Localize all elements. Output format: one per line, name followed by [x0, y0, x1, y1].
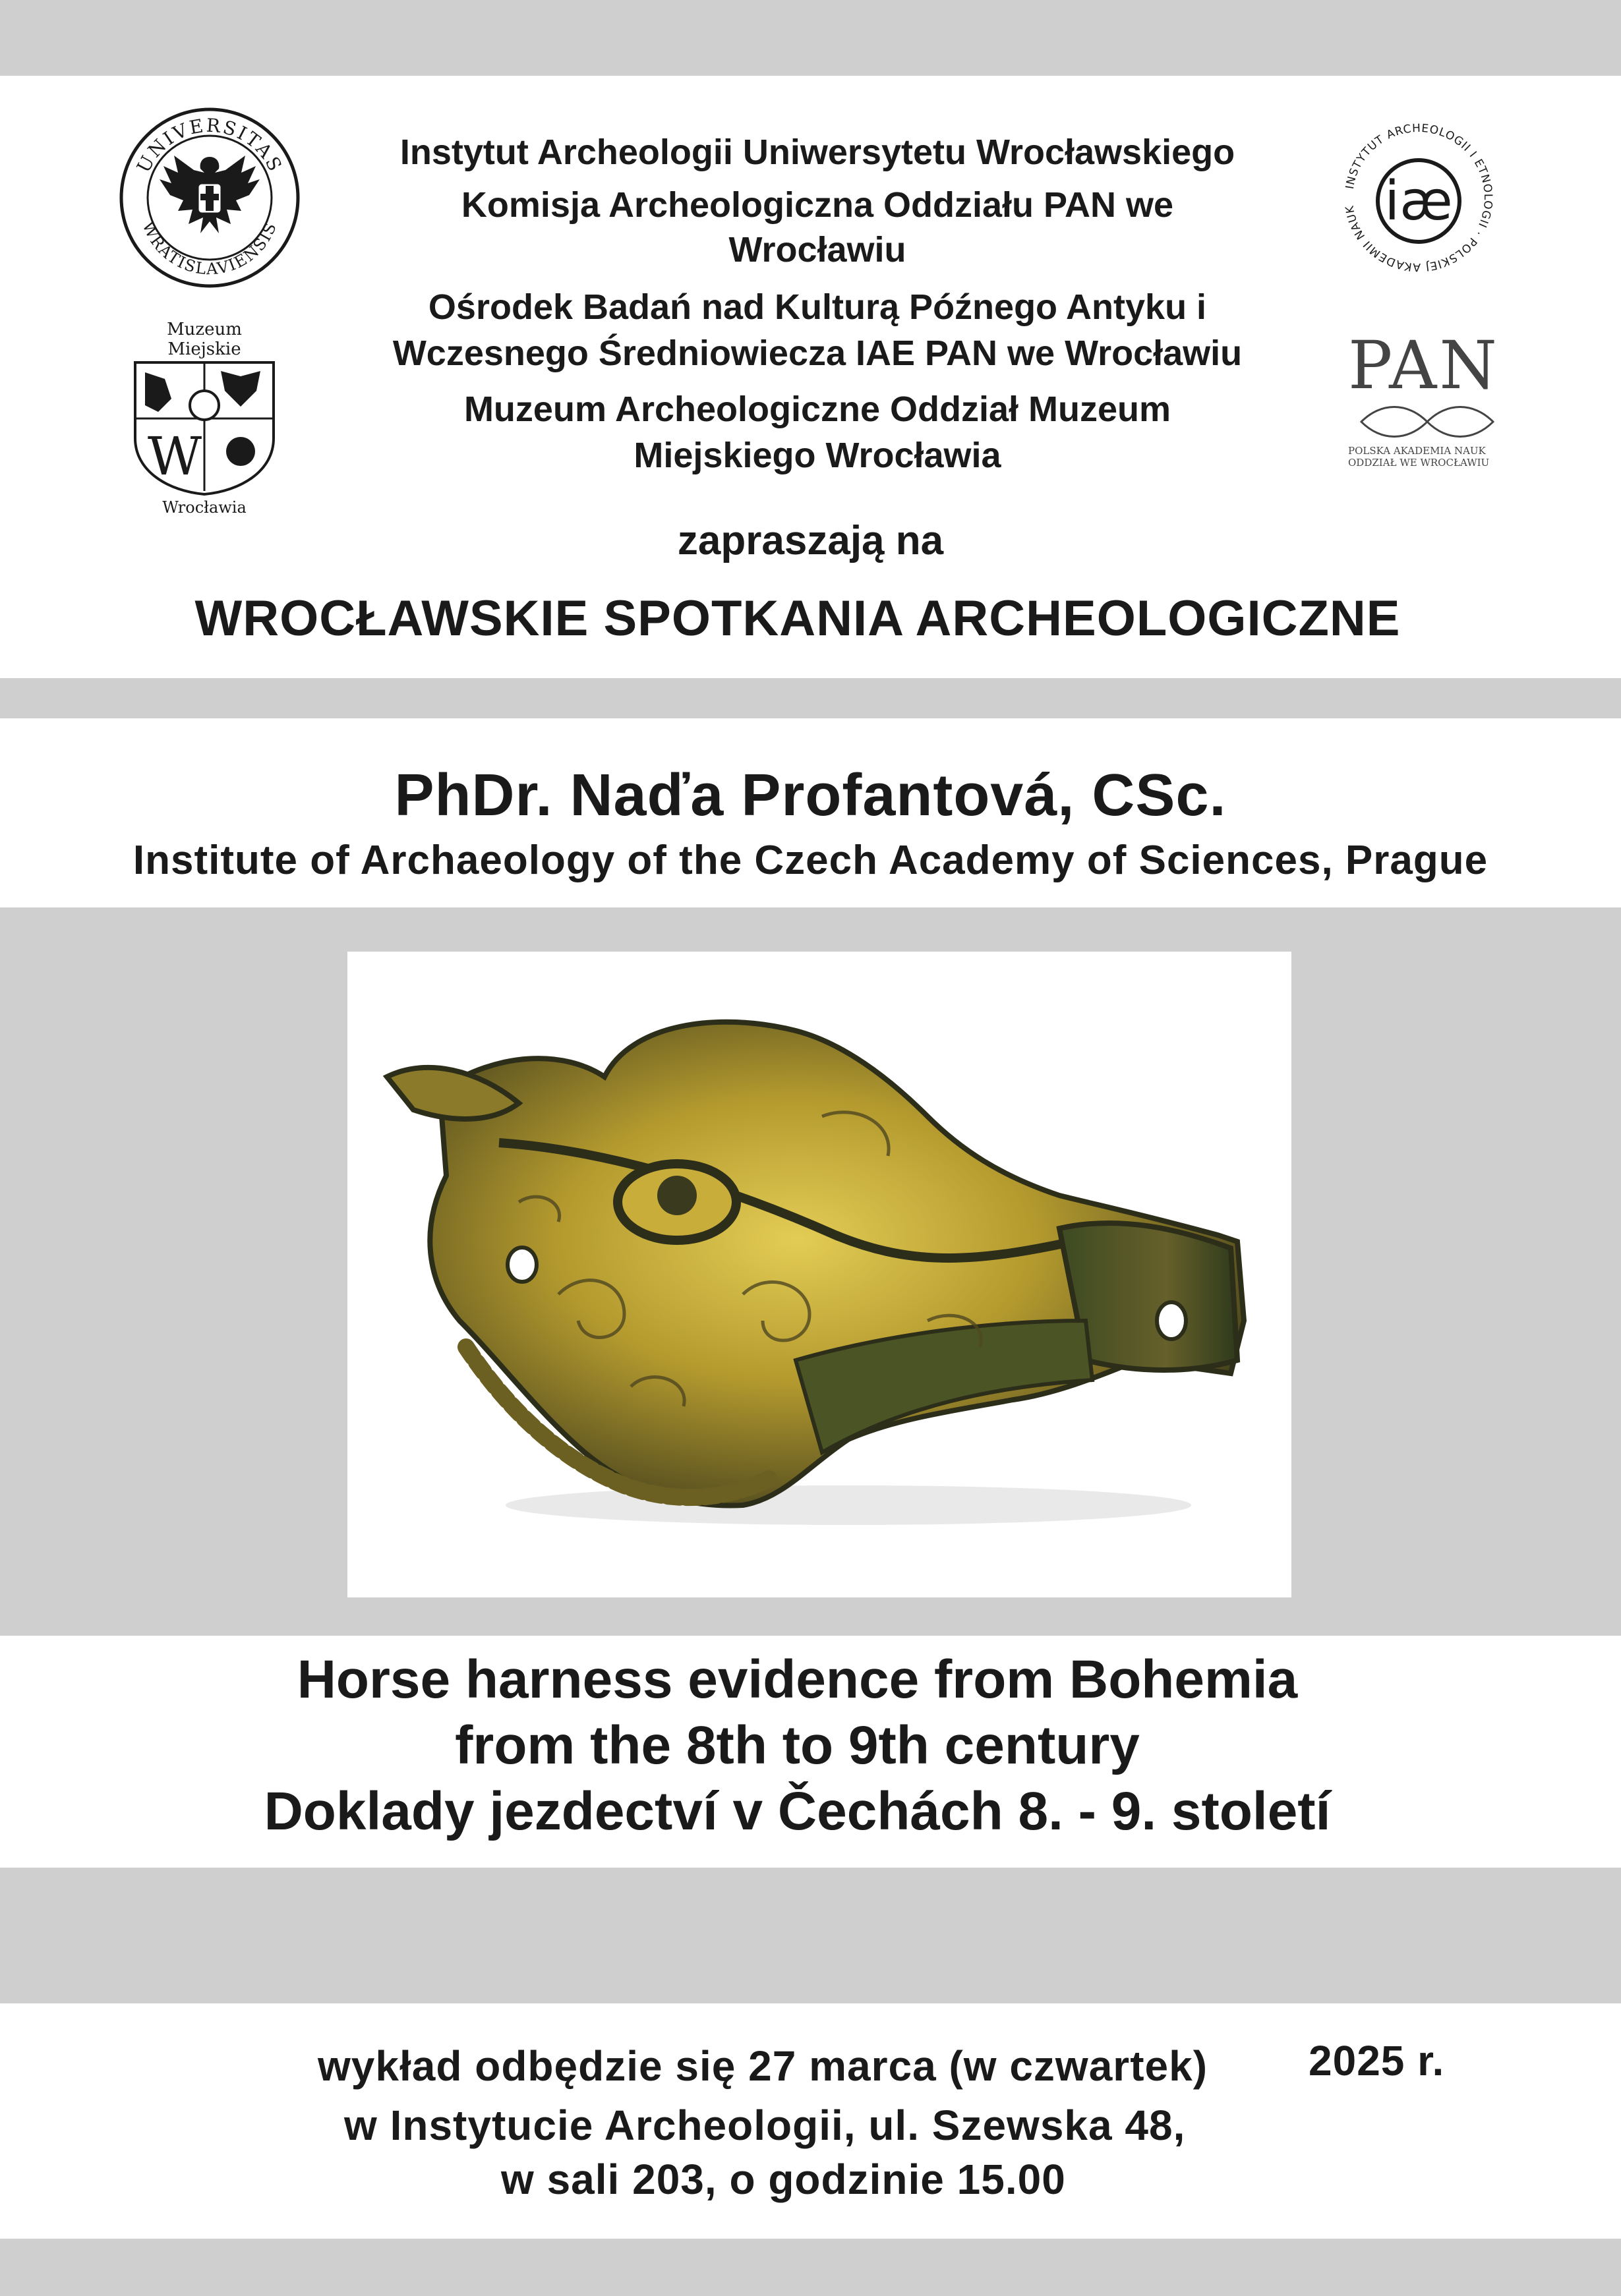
speaker-institution: Institute of Archaeology of the Czech Academy of Sciences, Prague: [133, 838, 1488, 883]
invite-text: zapraszają na: [677, 518, 944, 563]
organizer-4-line2: Miejskiego Wrocławia: [634, 436, 1001, 475]
iae-logo-ring-text: INSTYTUT ARCHEOLOGII I ETNOLOGII · POLSKIEJ AKADEMII NAUK: [1343, 121, 1495, 274]
boar-head-mount-image: [347, 952, 1291, 1597]
lecture-title-band: [0, 1636, 1621, 1868]
iae-logo-mark: iæ: [1384, 170, 1453, 233]
event-date: wykład odbędzie się 27 marca (w czwartek): [318, 2042, 1208, 2090]
uwr-logo-bottom-text: WRATISLAVIENSIS: [138, 218, 281, 279]
museum-logo-letter: W: [147, 426, 202, 487]
uwr-logo-top-text: UNIVERSITAS: [132, 114, 287, 177]
organizer-3-line1: Ośrodek Badań nad Kulturą Późnego Antyku i: [428, 287, 1207, 327]
pan-logo: [1348, 327, 1506, 484]
event-venue: w Instytucie Archeologii, ul. Szewska 48,: [344, 2102, 1186, 2149]
speaker-band: [0, 718, 1621, 907]
infinity-icon: [1348, 399, 1506, 445]
event-room-time: w sali 203, o godzinie 15.00: [501, 2156, 1066, 2203]
event-info-band: [0, 2003, 1621, 2239]
pan-logo-line1: POLSKA AKADEMIA NAUK: [1348, 445, 1486, 457]
museum-logo-top-text: Muzeum Miejskie: [167, 320, 242, 359]
lecture-title-line-2: from the 8th to 9th century: [455, 1715, 1140, 1775]
organizer-4-line1: Muzeum Archeologiczne Oddział Muzeum: [463, 389, 1171, 429]
speaker-name: PhDr. Naďa Profantová, CSc.: [394, 762, 1227, 828]
university-wroclaw-logo: [117, 105, 302, 290]
pan-logo-line2: ODDZIAŁ WE WROCŁAWIU: [1348, 457, 1490, 469]
museum-logo: [129, 320, 280, 517]
lecture-title-line-1: Horse harness evidence from Bohemia: [297, 1650, 1298, 1709]
event-year: 2025 r.: [1309, 2037, 1445, 2084]
lecture-title-line-3: Doklady jezdectví v Čechách 8. - 9. století: [264, 1781, 1331, 1841]
organizer-2-line2: Wrocławiu: [728, 230, 906, 270]
pan-logo-mark: PAN: [1348, 327, 1500, 404]
organizer-1: Instytut Archeologii Uniwersytetu Wrocławskiego: [399, 132, 1235, 172]
iae-logo: [1336, 115, 1501, 280]
series-title: WROCŁAWSKIE SPOTKANIA ARCHEOLOGICZNE: [194, 590, 1401, 646]
organizer-2-line1: Komisja Archeologiczna Oddziału PAN we: [461, 185, 1174, 225]
museum-logo-bottom-text: Wrocławia: [162, 498, 247, 517]
organizer-3-line2: Wczesnego Średniowiecza IAE PAN we Wrocławiu: [392, 333, 1243, 373]
artifact-photo: [347, 952, 1291, 1597]
museum-shield-icon: [129, 359, 280, 498]
header-band: [0, 76, 1621, 678]
eagle-icon: [160, 156, 260, 233]
